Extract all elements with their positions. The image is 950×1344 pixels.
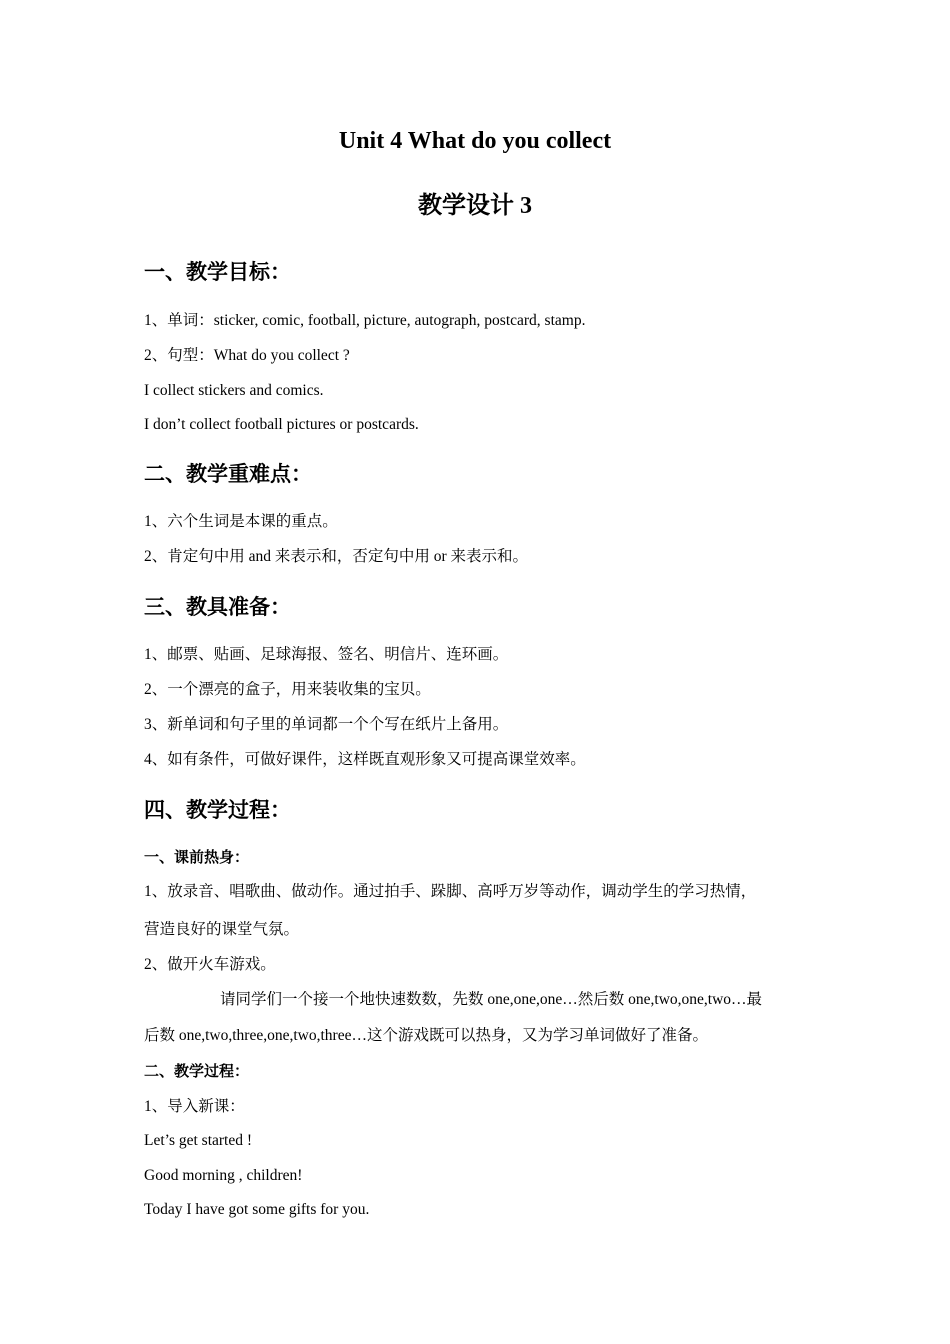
warmup-line: 请同学们一个接一个地快速数数，先数 one,one,one…然后数 one,two,one,two…最 (220, 991, 763, 1008)
materials-line: 2、一个漂亮的盒子，用来装收集的宝贝。 (144, 681, 431, 698)
warmup-line: 2、做开火车游戏。 (144, 956, 276, 973)
document-subtitle: 教学设计 3 (418, 193, 532, 219)
teaching-line: Good morning , children! (144, 1167, 303, 1184)
document-title: Unit 4 What do you collect (338, 128, 612, 154)
key-points-line: 2、肯定句中用 and 来表示和，否定句中用 or 来表示和。 (144, 548, 529, 565)
warmup-line: 1、放录音、唱歌曲、做动作。通过拍手、跺脚、高呼万岁等动作，调动学生的学习热情， (144, 883, 757, 900)
section-heading-process: 四、教学过程： (144, 798, 291, 822)
materials-line: 1、邮票、贴画、足球海报、签名、明信片、连环画。 (144, 646, 509, 663)
warmup-line: 后数 one,two,three,one,two,three…这个游戏既可以热身，又为学习单词做好了准备。 (144, 1027, 708, 1044)
goals-line: 2、句型：What do you collect ? (144, 347, 350, 364)
goals-line: 1、单词：sticker, comic, football, picture, autograph, postcard, stamp. (144, 312, 586, 329)
materials-line: 3、新单词和句子里的单词都一个个写在纸片上备用。 (144, 716, 509, 733)
key-points-line: 1、六个生词是本课的重点。 (144, 513, 338, 530)
subheading-warmup: 一、课前热身： (144, 850, 250, 866)
teaching-line: Today I have got some gifts for you. (144, 1201, 370, 1218)
materials-line: 4、如有条件，可做好课件，这样既直观形象又可提高课堂效率。 (144, 751, 586, 768)
section-heading-key-points: 二、教学重难点： (144, 462, 312, 486)
teaching-line: 1、导入新课： (144, 1098, 245, 1115)
goals-line: I don’t collect football pictures or postcards. (144, 416, 419, 433)
warmup-line: 营造良好的课堂气氛。 (144, 921, 300, 938)
goals-line: I collect stickers and comics. (144, 382, 324, 399)
section-heading-goals: 一、教学目标： (144, 260, 291, 284)
section-heading-materials: 三、教具准备： (144, 595, 291, 619)
teaching-line: Let’s get started ! (144, 1132, 253, 1149)
subheading-teaching: 二、教学过程： (144, 1064, 250, 1080)
